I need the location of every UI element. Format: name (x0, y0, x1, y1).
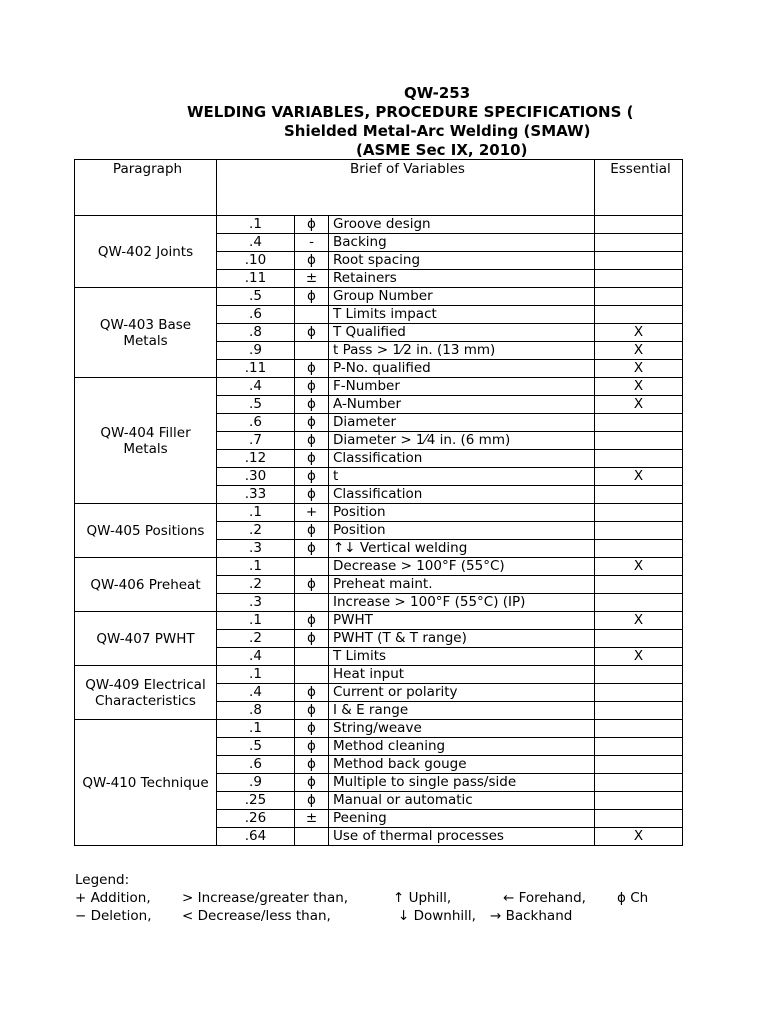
table-row (75, 612, 683, 630)
paragraph-number: .25 (217, 792, 295, 810)
header-paragraph: Paragraph (75, 160, 217, 216)
paragraph-number: .1 (217, 216, 295, 234)
essential-mark: X (595, 324, 683, 342)
change-symbol: ϕ (295, 216, 329, 234)
legend-item: → Backhand (490, 908, 573, 924)
change-symbol: ϕ (295, 756, 329, 774)
essential-mark: X (595, 468, 683, 486)
change-symbol (295, 828, 329, 846)
variable-description: T Limits impact (329, 306, 595, 324)
essential-mark (595, 252, 683, 270)
paragraph-number: .4 (217, 234, 295, 252)
change-symbol: ϕ (295, 378, 329, 396)
change-symbol: ϕ (295, 792, 329, 810)
paragraph-number: .8 (217, 324, 295, 342)
essential-mark: X (595, 612, 683, 630)
paragraph-number: .30 (217, 468, 295, 486)
paragraph-group-label: QW-410 Technique (75, 720, 217, 846)
variable-description: Heat input (329, 666, 595, 684)
variable-description: ↑↓ Vertical welding (329, 540, 595, 558)
paragraph-number: .6 (217, 414, 295, 432)
variable-description: Diameter (329, 414, 595, 432)
paragraph-number: .33 (217, 486, 295, 504)
essential-mark (595, 234, 683, 252)
change-symbol: ϕ (295, 486, 329, 504)
essential-mark: X (595, 558, 683, 576)
change-symbol: ϕ (295, 630, 329, 648)
essential-mark (595, 414, 683, 432)
header-brief-of-variables: Brief of Variables (217, 160, 595, 216)
paragraph-group-label: QW-402 Joints (75, 216, 217, 288)
change-symbol: ϕ (295, 738, 329, 756)
change-symbol (295, 594, 329, 612)
essential-mark (595, 216, 683, 234)
essential-mark: X (595, 396, 683, 414)
legend-title: Legend: (75, 872, 130, 888)
essential-mark (595, 756, 683, 774)
variable-description: T Limits (329, 648, 595, 666)
essential-mark (595, 720, 683, 738)
variable-description: Preheat maint. (329, 576, 595, 594)
variable-description: F-Number (329, 378, 595, 396)
essential-mark: X (595, 342, 683, 360)
essential-mark (595, 792, 683, 810)
change-symbol: ϕ (295, 702, 329, 720)
essential-mark: X (595, 360, 683, 378)
legend-item: > Increase/greater than, (182, 890, 349, 906)
paragraph-number: .64 (217, 828, 295, 846)
essential-mark (595, 684, 683, 702)
change-symbol: - (295, 234, 329, 252)
essential-mark: X (595, 378, 683, 396)
paragraph-number: .8 (217, 702, 295, 720)
essential-mark (595, 450, 683, 468)
variable-description: T Qualified (329, 324, 595, 342)
variable-description: A-Number (329, 396, 595, 414)
change-symbol: ϕ (295, 720, 329, 738)
document-code: QW-253 (404, 84, 471, 102)
essential-mark (595, 810, 683, 828)
legend-item: ϕ Ch (617, 890, 649, 906)
essential-mark (595, 738, 683, 756)
paragraph-number: .4 (217, 648, 295, 666)
change-symbol: + (295, 504, 329, 522)
essential-mark (595, 666, 683, 684)
change-symbol: ± (295, 270, 329, 288)
paragraph-number: .9 (217, 774, 295, 792)
variable-description: Position (329, 522, 595, 540)
change-symbol: ϕ (295, 450, 329, 468)
essential-mark (595, 630, 683, 648)
variable-description: Diameter > 1⁄4 in. (6 mm) (329, 432, 595, 450)
paragraph-number: .1 (217, 504, 295, 522)
variable-description: Manual or automatic (329, 792, 595, 810)
variable-description: PWHT (329, 612, 595, 630)
paragraph-group-label: QW-404 Filler Metals (75, 378, 217, 504)
paragraph-number: .1 (217, 720, 295, 738)
paragraph-number: .2 (217, 630, 295, 648)
paragraph-number: .7 (217, 432, 295, 450)
paragraph-number: .11 (217, 360, 295, 378)
paragraph-number: .6 (217, 756, 295, 774)
change-symbol: ϕ (295, 432, 329, 450)
essential-mark (595, 288, 683, 306)
variable-description: Decrease > 100°F (55°C) (329, 558, 595, 576)
paragraph-group-label: QW-409 Electrical Characteristics (75, 666, 217, 720)
paragraph-number: .5 (217, 396, 295, 414)
legend-item: + Addition, (75, 890, 151, 906)
change-symbol: ϕ (295, 468, 329, 486)
variable-description: Root spacing (329, 252, 595, 270)
change-symbol: ± (295, 810, 329, 828)
variable-description: Retainers (329, 270, 595, 288)
variable-description: Classification (329, 450, 595, 468)
variable-description: Group Number (329, 288, 595, 306)
paragraph-group-label: QW-407 PWHT (75, 612, 217, 666)
variable-description: String/weave (329, 720, 595, 738)
variable-description: Multiple to single pass/side (329, 774, 595, 792)
document-title: WELDING VARIABLES, PROCEDURE SPECIFICATIONS ( (187, 103, 634, 121)
essential-mark (595, 486, 683, 504)
essential-mark: X (595, 648, 683, 666)
paragraph-number: .1 (217, 558, 295, 576)
variable-description: Use of thermal processes (329, 828, 595, 846)
variable-description: Backing (329, 234, 595, 252)
essential-mark (595, 594, 683, 612)
table-row (75, 666, 683, 684)
change-symbol: ϕ (295, 684, 329, 702)
change-symbol (295, 342, 329, 360)
legend-item: ↑ Uphill, (393, 890, 452, 906)
table-row (75, 288, 683, 306)
paragraph-number: .26 (217, 810, 295, 828)
legend-item: < Decrease/less than, (182, 908, 331, 924)
paragraph-number: .5 (217, 738, 295, 756)
paragraph-number: .2 (217, 522, 295, 540)
paragraph-number: .11 (217, 270, 295, 288)
change-symbol (295, 666, 329, 684)
paragraph-number: .5 (217, 288, 295, 306)
paragraph-number: .1 (217, 612, 295, 630)
change-symbol: ϕ (295, 612, 329, 630)
process-name: Shielded Metal-Arc Welding (SMAW) (284, 122, 591, 140)
table-row (75, 558, 683, 576)
variable-description: Position (329, 504, 595, 522)
change-symbol: ϕ (295, 396, 329, 414)
essential-mark (595, 522, 683, 540)
essential-mark (595, 432, 683, 450)
variable-description: Method back gouge (329, 756, 595, 774)
variable-description: PWHT (T & T range) (329, 630, 595, 648)
change-symbol (295, 648, 329, 666)
variable-description: t Pass > 1⁄2 in. (13 mm) (329, 342, 595, 360)
change-symbol: ϕ (295, 324, 329, 342)
standard-reference: (ASME Sec IX, 2010) (356, 141, 528, 159)
paragraph-number: .9 (217, 342, 295, 360)
variable-description: Classification (329, 486, 595, 504)
table-row (75, 504, 683, 522)
paragraph-number: .12 (217, 450, 295, 468)
table-row (75, 216, 683, 234)
change-symbol: ϕ (295, 414, 329, 432)
paragraph-number: .3 (217, 540, 295, 558)
change-symbol: ϕ (295, 540, 329, 558)
table-row (75, 720, 683, 738)
legend-item: − Deletion, (75, 908, 152, 924)
variable-description: t (329, 468, 595, 486)
paragraph-group-label: QW-403 Base Metals (75, 288, 217, 378)
variable-description: Peening (329, 810, 595, 828)
variable-description: Current or polarity (329, 684, 595, 702)
paragraph-number: .4 (217, 684, 295, 702)
change-symbol: ϕ (295, 252, 329, 270)
header-essential: Essential (595, 160, 683, 216)
change-symbol: ϕ (295, 522, 329, 540)
variable-description: Increase > 100°F (55°C) (IP) (329, 594, 595, 612)
essential-mark (595, 774, 683, 792)
change-symbol: ϕ (295, 360, 329, 378)
change-symbol: ϕ (295, 576, 329, 594)
variable-description: I & E range (329, 702, 595, 720)
legend-item: ↓ Downhill, (398, 908, 476, 924)
change-symbol: ϕ (295, 774, 329, 792)
change-symbol (295, 558, 329, 576)
essential-mark (595, 270, 683, 288)
change-symbol (295, 306, 329, 324)
paragraph-group-label: QW-406 Preheat (75, 558, 217, 612)
table-row (75, 378, 683, 396)
paragraph-number: .3 (217, 594, 295, 612)
essential-mark (595, 504, 683, 522)
essential-mark (595, 540, 683, 558)
paragraph-group-label: QW-405 Positions (75, 504, 217, 558)
welding-variables-table (74, 159, 683, 846)
paragraph-number: .1 (217, 666, 295, 684)
paragraph-number: .2 (217, 576, 295, 594)
legend-item: ← Forehand, (503, 890, 586, 906)
essential-mark (595, 702, 683, 720)
paragraph-number: .6 (217, 306, 295, 324)
essential-mark (595, 576, 683, 594)
change-symbol: ϕ (295, 288, 329, 306)
table-header-row (75, 160, 683, 216)
essential-mark: X (595, 828, 683, 846)
variable-description: P-No. qualified (329, 360, 595, 378)
essential-mark (595, 306, 683, 324)
paragraph-number: .10 (217, 252, 295, 270)
paragraph-number: .4 (217, 378, 295, 396)
variable-description: Groove design (329, 216, 595, 234)
variable-description: Method cleaning (329, 738, 595, 756)
